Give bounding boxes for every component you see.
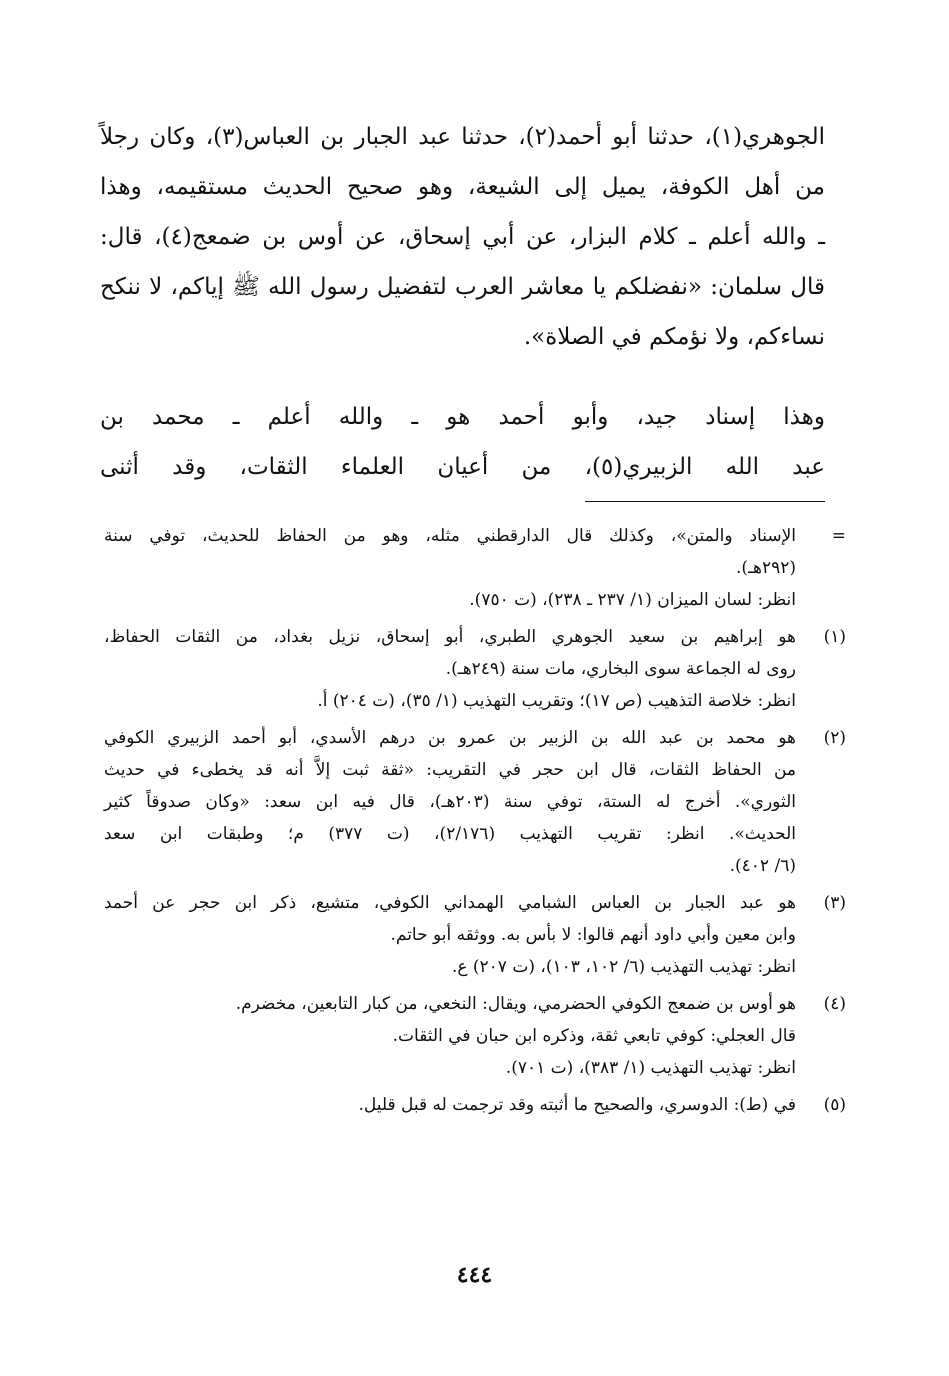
footnote-1 — [104, 621, 846, 717]
footnote-5 — [104, 1089, 846, 1121]
footnote-line: وابن معين وأبي داود أنهم قالوا: لا بأس به. ووثقه أبو حاتم. — [390, 925, 796, 945]
footnote-line: انظر: خلاصة التذهيب (ص ١٧)؛ وتقريب التهذيب (١/ ٣٥)، (ت ٢٠٤) أ. — [317, 691, 796, 711]
main-text-line: عبد الله الزبيري(٥)، من أعيان العلماء الثقات، وقد أثنى — [100, 454, 825, 480]
footnote-line: انظر: تهذيب التهذيب (١/ ٣٨٣)، (ت ٧٠١). — [505, 1058, 796, 1078]
footnote-line: (٢٩٢هـ). — [735, 558, 796, 578]
footnote-continuation — [104, 520, 846, 616]
main-text-line: الجوهري(١)، حدثنا أبو أحمد(٢)، حدثنا عبد الجبار بن العباس(٣)، وكان رجلاً — [100, 124, 825, 150]
footnote-line: هو أوس بن ضمعج الكوفي الحضرمي، ويقال: النخعي، من كبار التابعين، مخضرم. — [235, 994, 796, 1014]
footnote-marker: (٥) — [823, 1095, 846, 1115]
footnote-marker: (٢) — [823, 728, 846, 748]
footnote-4 — [104, 988, 846, 1084]
footnote-line: (٦/ ٤٠٢). — [729, 856, 796, 876]
footnotes — [104, 520, 846, 1126]
footnote-line: هو عبد الجبار بن العباس الشبامي الهمداني الكوفي، متشيع، ذكر ابن حجر عن أحمد — [104, 893, 796, 913]
footnote-line: انظر: تهذيب التهذيب (٦/ ١٠٢، ١٠٣)، (ت ٢٠٧) ع. — [451, 957, 796, 977]
main-text-line: وهذا إسناد جيد، وأبو أحمد هو ـ والله أعلم ـ محمد بن — [100, 404, 825, 430]
footnote-3 — [104, 887, 846, 983]
footnote-marker: (٣) — [823, 893, 846, 913]
footnote-line: انظر: لسان الميزان (١/ ٢٣٧ ـ ٢٣٨)، (ت ٧٥٠). — [469, 590, 796, 610]
footnote-marker: (١) — [823, 627, 846, 647]
footnote-line: هو إبراهيم بن سعيد الجوهري الطبري، أبو إسحاق، نزيل بغداد، من الثقات الحفاظ، — [104, 627, 796, 647]
paragraph-gap — [100, 362, 825, 392]
footnote-line: الثوري». أخرج له الستة، توفي سنة (٢٠٣هـ)، قال فيه ابن سعد: «وكان صدوقاً كثير — [104, 792, 796, 812]
footnote-line: الحديث». انظر: تقريب التهذيب (٢/١٧٦)، (ت ٣٧٧) م؛ وطبقات ابن سعد — [104, 824, 796, 844]
main-text — [100, 112, 825, 492]
main-text-line: من أهل الكوفة، يميل إلى الشيعة، وهو صحيح الحديث مستقيمه، وهذا — [100, 174, 825, 200]
footnote-line: الإسناد والمتن»، وكذلك قال الدارقطني مثله، وهو من الحفاظ للحديث، توفي سنة — [104, 526, 796, 546]
main-text-line: نساءكم، ولا نؤمكم في الصلاة». — [523, 324, 825, 350]
footnote-line: روى له الجماعة سوى البخاري، مات سنة (٢٤٩هـ). — [445, 659, 796, 679]
footnote-line: هو محمد بن عبد الله بن الزبير بن عمرو بن درهم الأسدي، أبو أحمد الزبيري الكوفي — [104, 728, 796, 748]
footnote-line: في (ط): الدوسري، والصحيح ما أثبته وقد ترجمت له قبل قليل. — [358, 1095, 796, 1115]
footnote-marker: (٤) — [823, 994, 846, 1014]
main-text-line: ـ والله أعلم ـ كلام البزار، عن أبي إسحاق، عن أوس بن ضمعج(٤)، قال: — [100, 224, 825, 250]
main-text-line: قال سلمان: «نفضلكم يا معاشر العرب لتفضيل رسول الله ﷺ إياكم، لا ننكح — [100, 274, 825, 300]
footnote-line: من الحفاظ الثقات، قال ابن حجر في التقريب: «ثقة ثبت إلاَّ أنه قد يخطىء في حديث — [104, 760, 796, 780]
footnote-marker: = — [831, 526, 846, 546]
footnote-line: قال العجلي: كوفي تابعي ثقة، وذكره ابن حبان في الثقات. — [392, 1026, 796, 1046]
footnote-separator — [585, 501, 825, 502]
page-number: ٤٤٤ — [456, 1262, 493, 1288]
footnote-2 — [104, 722, 846, 882]
